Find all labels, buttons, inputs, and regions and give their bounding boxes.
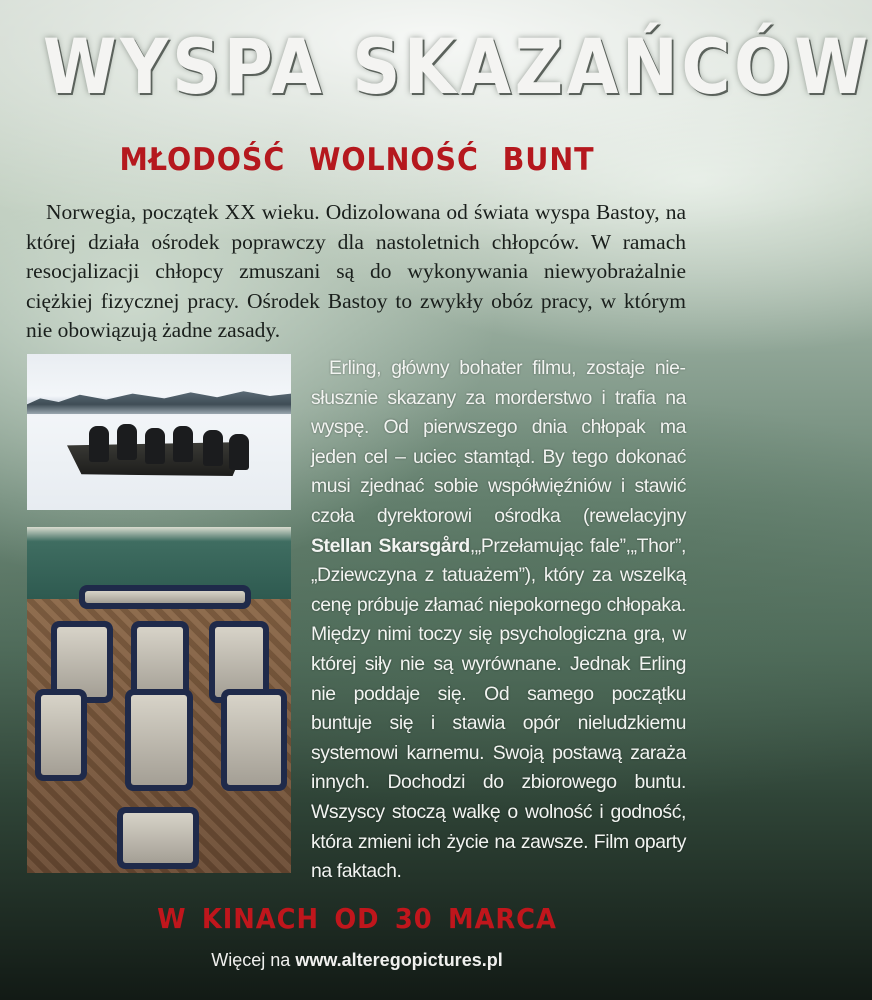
tagline: MŁODOŚĆ WOLNOŚĆ BUNT [119,142,595,178]
synopsis-text-1: Erling, główny bohater filmu, zostaje niesłusznie skazany za morderstwo i trafia na wyspę. Od pierwszego dnia chłopak ma jeden cel – uciec stamtąd. By tego dokonać musi zjednać sobie współwięźniów i stawić czoła dyrektorowi ośrodka (rewelacyjny [311,357,686,527]
intro-paragraph: Norwegia, początek XX wieku. Odizolowana od świata wyspa Bastoy, na której działa ośrodek poprawczy dla nastoletnich chłopców. W ramach resocjalizacji chłopcy zmuszani są do wykonywania niewyobrażalnie ciężkiej fizycznej pracy. Ośrodek Bastoy to zwykły obóz pracy, w którym nie obowiązują żadne zasady. [26,200,686,342]
release-date: W KINACH OD 30 MARCA [157,902,557,935]
still-photo-dining-hall [27,527,291,873]
hall-wall [27,527,291,599]
figure [117,424,137,460]
dining-table [57,627,107,697]
website-prefix: Więcej na [211,950,296,970]
dining-table [41,695,81,775]
synopsis-paragraph [311,354,686,887]
website-line [0,950,714,971]
dining-table [123,813,193,863]
poster-title: WYSPA SKAZAŃCÓW [42,22,872,111]
tree-line [27,390,291,414]
dining-table [137,627,183,697]
website-url[interactable]: www.alteregopictures.pl [295,950,503,970]
dining-table [215,627,263,697]
dining-table [131,695,187,785]
actor-name: Stellan Skarsgård [311,534,470,557]
dining-table [227,695,281,785]
figure [89,426,109,462]
synopsis-text-2: ,„Przełamując fale”,„Thor”,„Dziewczyna z tatuażem”), który za wszelką cenę próbuje złamać niepokornego chłopaka. Między nimi toczy się psychologiczna gra, w której siły nie są wyrównane. Jednak Erling nie poddaje się. Od samego początku buntuje się i stawia opór nieludzkiemu systemowi karnemu. Swoją postawą zaraża innych. Dochodzi do zbiorowego buntu. Wszyscy stoczą walkę o wolność i godność, która zmieni ich życie na zawsze. Film oparty na faktach. [311,534,686,883]
figure [173,426,193,462]
figure [145,428,165,464]
still-photo-snow-boat [27,354,291,510]
dining-table [85,591,245,603]
figure [229,434,249,470]
figure [203,430,223,466]
